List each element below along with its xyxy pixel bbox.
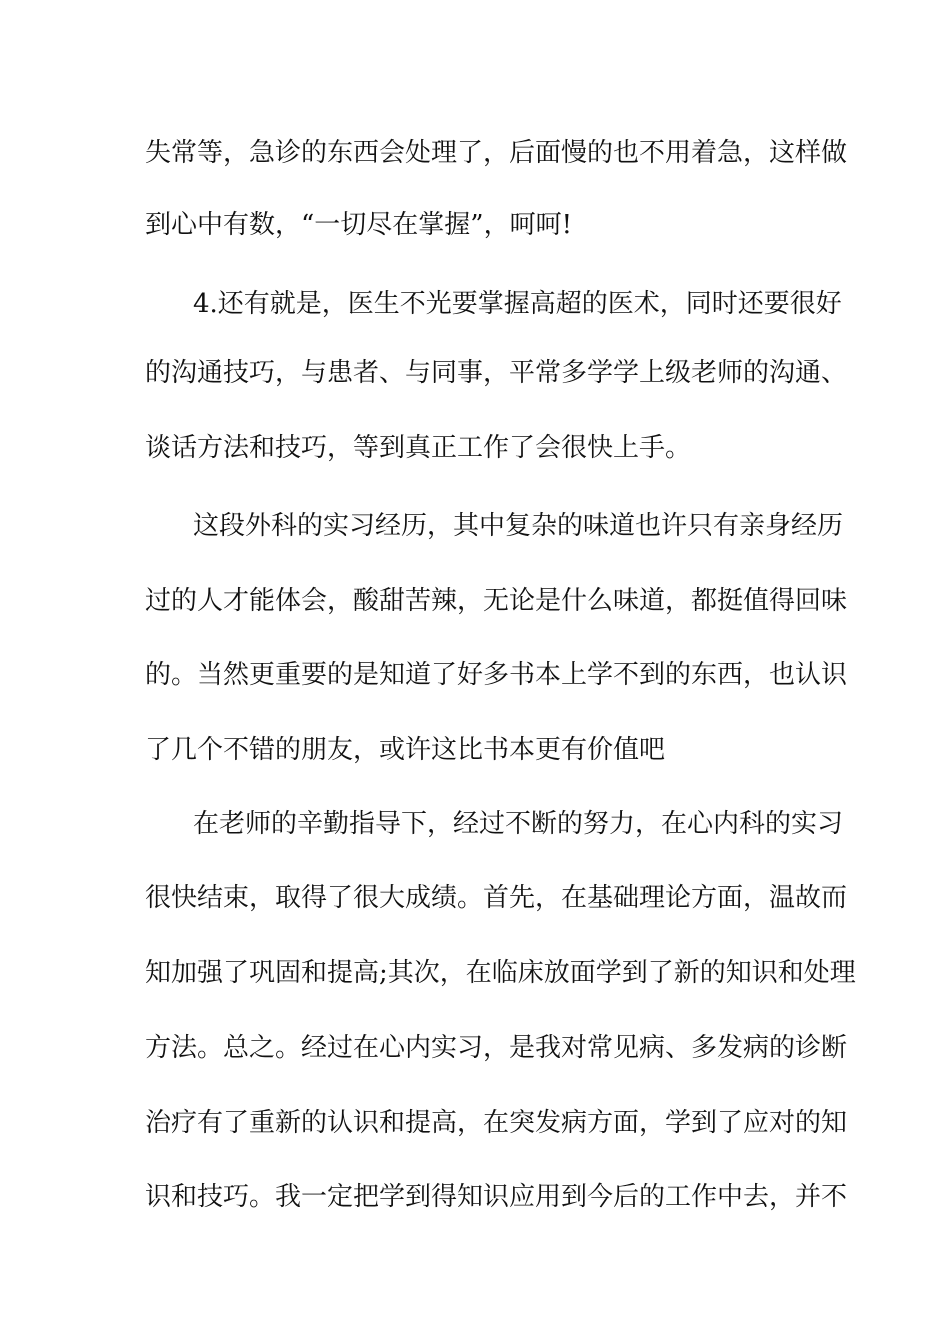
- text-line: 知加强了巩固和提高;其次，在临床放面学到了新的知识和处理: [145, 958, 856, 988]
- text-line: 过的人才能体会，酸甜苦辣，无论是什么味道，都挺值得回味: [145, 586, 848, 616]
- text-line: 治疗有了重新的认识和提高，在突发病方面，学到了应对的知: [145, 1108, 848, 1138]
- text-line: 的沟通技巧，与患者、与同事，平常多学学上级老师的沟通、: [145, 358, 848, 388]
- text-line: 这段外科的实习经历，其中复杂的味道也许只有亲身经历: [193, 511, 844, 541]
- text-line: 很快结束，取得了很大成绩。首先，在基础理论方面，温故而: [145, 883, 848, 913]
- text-line: 到心中有数，“一切尽在掌握”，呵呵!: [145, 210, 573, 240]
- text-line: 4.还有就是，医生不光要掌握高超的医术，同时还要很好: [193, 289, 842, 319]
- text-line: 的。当然更重要的是知道了好多书本上学不到的东西，也认识: [145, 660, 848, 690]
- text-line: 方法。总之。经过在心内实习，是我对常见病、多发病的诊断: [145, 1033, 848, 1063]
- text-line: 谈话方法和技巧，等到真正工作了会很快上手。: [145, 433, 692, 463]
- text-line: 失常等，急诊的东西会处理了，后面慢的也不用着急，这样做: [145, 138, 848, 168]
- text-line: 了几个不错的朋友，或许这比书本更有价值吧: [145, 735, 666, 765]
- text-line: 识和技巧。我一定把学到得知识应用到今后的工作中去，并不: [145, 1182, 848, 1212]
- text-line: 在老师的辛勤指导下，经过不断的努力，在心内科的实习: [193, 809, 844, 839]
